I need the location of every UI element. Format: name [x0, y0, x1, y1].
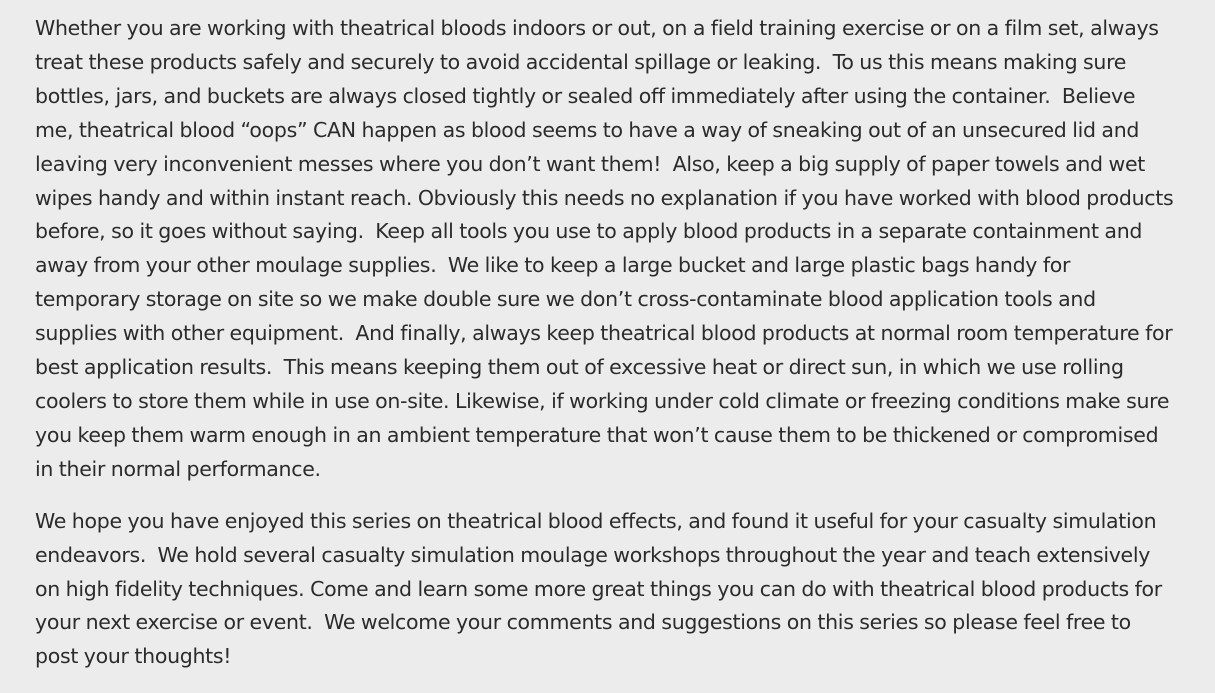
article-body: [35, 12, 1180, 692]
paragraph-safety-storage: Whether you are working with theatrical bloods indoors or out, on a field training exercise or on a film set, always treat these products safely and securely to avoid accidental spillage or leaking. To us this means making sure bottles, jars, and buckets are always closed tightly or sealed off immediately after using the container. Believe me, theatrical blood “oops” CAN happen as blood seems to have a way of sneaking out of an unsecured lid and leaving very inconvenient messes where you don’t want them! Also, keep a big supply of paper towels and wet wipes handy and within instant reach. Obviously this needs no explanation if you have worked with blood products before, so it goes without saying. Keep all tools you use to apply blood products in a separate containment and away from your other moulage supplies. We like to keep a large bucket and large plastic bags handy for temporary storage on site so we make double sure we don’t cross-contaminate blood application tools and supplies with other equipment. And finally, always keep theatrical blood products at normal room temperature for best application results. This means keeping them out of excessive heat or direct sun, in which we use rolling coolers to store them while in use on-site. Likewise, if working under cold climate or freezing conditions make sure you keep them warm enough in an ambient temperature that won’t cause them to be thickened or compromised in their normal performance.: [35, 16, 1180, 481]
paragraph-closing: We hope you have enjoyed this series on theatrical blood effects, and found it useful for your casualty simulation endeavors. We hold several casualty simulation moulage workshops throughout the year and teach extensively on high fidelity techniques. Come and learn some more great things you can do with theatrical blood products for your next exercise or event. We welcome your comments and suggestions on this series so please feel free to post your thoughts!: [35, 508, 1168, 669]
